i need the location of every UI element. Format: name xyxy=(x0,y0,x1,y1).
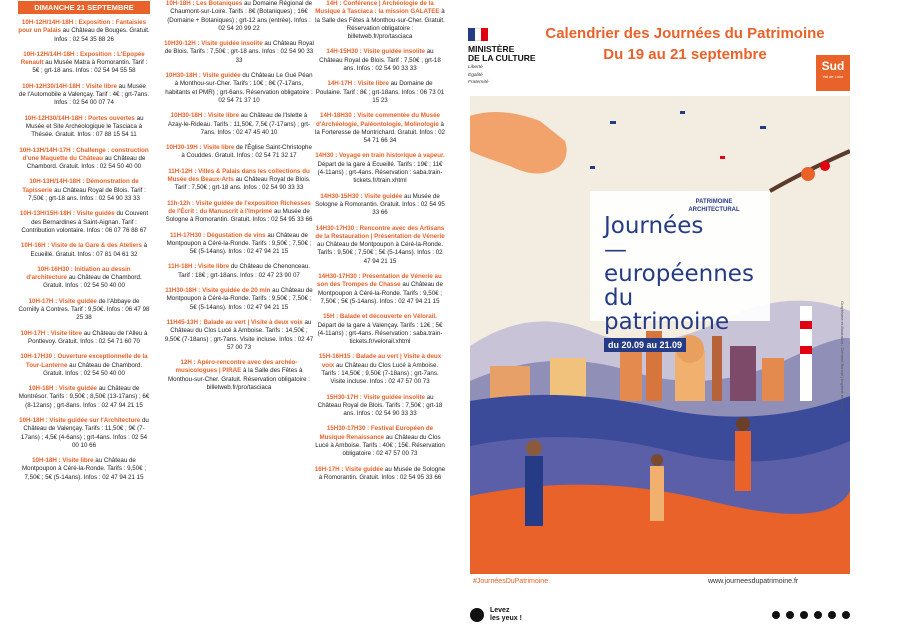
event-entry xyxy=(18,210,150,235)
event-entry xyxy=(164,287,314,312)
event-heading: 15H30-17H : Visite guidée insolite xyxy=(326,393,425,401)
event-heading: 15H-16H15 : Balade au vert | Visite à deux voix xyxy=(318,353,442,369)
event-heading: 14H-15H30 : Visite guidée insolite xyxy=(326,48,425,56)
event-heading: 14H : Conférence | Archéologie de la Musique à Tasciaca : la mission GALATEE xyxy=(315,0,440,16)
event-details: au Domaine de Poulaine. Tarif : 8€ ; grt-18ans. Infos : 06 73 01 15 23 xyxy=(315,80,445,104)
poster-credit: Graphisme et illustration : Clément Bonnal | Imprimé en France xyxy=(840,301,845,413)
event-details: au Château de Montpoupon à Céré-la-Ronde. Tarifs : 9,50€ ; 7,50€ ; 5€ (5-14ans). Infos : 02 47 94 21 15 xyxy=(317,241,443,265)
partner-logo-icon xyxy=(786,611,794,619)
event-entry xyxy=(314,80,446,105)
website-link[interactable]: www.journeesdupatrimoine.fr xyxy=(708,578,799,585)
event-details: au Château de Chambord. Gratuit. Infos : 02 54 50 40 00 xyxy=(43,274,142,290)
event-entry xyxy=(314,48,446,73)
event-entry xyxy=(314,425,446,458)
poster-badge-1: PATRIMOINE xyxy=(695,199,733,205)
event-heading: 10H30-19H : Visite libre xyxy=(166,144,235,152)
eye-logo-icon xyxy=(470,608,484,622)
event-details: à la Forteresse de Montrichard. Gratuit. Infos : 02 54 71 66 34 xyxy=(315,120,445,145)
event-details: du Couvent des Bernardines à Saint-Aignan. Tarif : Contribution volontaire. Infos : 06 07 76 88 67 xyxy=(21,210,149,234)
poster-line-2: — européennes xyxy=(604,237,754,287)
event-entry xyxy=(314,273,446,306)
region-name: Sud xyxy=(821,59,845,73)
event-entry xyxy=(164,72,314,105)
event-details: au Château du Clos Lucé à Amboise. Tarifs : 40€ ; 15€. Réservation obligatoire : 02 47 57 00 73 xyxy=(315,433,445,458)
footer-slogan-1: Levez xyxy=(490,607,510,614)
event-details: du Château de Valençay. Tarifs : 11,50€ ; 9€ (7-17ans) ; 4,5€ (4-6ans) ; grt-4ans. Infos : 02 54 00 10 66 xyxy=(20,416,149,449)
event-heading: 10H-12H30/14H-18H : Portes ouvertes xyxy=(24,114,135,122)
event-heading: 10H-17H30 : Ouverture exceptionnelle de la Tour-Lanterne xyxy=(20,353,148,369)
footer-slogan-2: les yeux ! xyxy=(490,615,522,622)
event-details: au Château Royal de Blois. Tarifs : 7,50€ ; grt-18 ans. Infos : 02 54 90 33 33 xyxy=(164,40,314,64)
event-entry xyxy=(164,168,314,193)
event-details: à la Salle des Fêtes à Monthou-sur-Cher. Gratuit. Réservation obligatoire : billetweb.fr/pro/tasciaca xyxy=(315,8,445,41)
event-details: au Musée de l'Automobile à Valençay. Tarif : 4€ ; grt-7ans. Infos : 02 54 00 07 74 xyxy=(18,82,150,107)
partner-logo-icon xyxy=(800,611,808,619)
event-details: au Château de Chambord. Gratuit. Infos : 02 54 50 40 00 xyxy=(43,361,143,377)
partner-footer xyxy=(470,604,850,626)
poster-dates: du 20.09 au 21.09 xyxy=(604,338,686,352)
event-details: au Château du Clos Lucé à Amboise. Tarifs : 14,50€ ; 9,50€ (7-18ans) ; grt-7ans. Visite incluse. Infos : 02 47 57 00 73 xyxy=(164,318,314,351)
event-heading: 15H : Balade et découverte en Vélorail. xyxy=(323,313,437,321)
event-details: au Château de Montpoupon à Céré-la-Ronde. Tarifs : 9,50€ ; 7,50€ ; 5€ (5-14ans). Infos : 02 47 94 21 15 xyxy=(166,287,313,311)
event-details: au Château de Montpoupon à Céré-la-Ronde. Tarifs : 9,50€ ; 7,50€ ; 5€ (5-14ans). Infos : 02 47 94 21 15 xyxy=(317,281,443,305)
event-heading: 10H-18H : Visite guidée sur l'Architecture xyxy=(19,416,141,424)
event-entry xyxy=(18,19,150,44)
event-entry xyxy=(164,232,314,257)
event-details: au Château de l'Alleu à Pontlevoy. Gratuit. Infos : 02 54 71 60 70 xyxy=(27,329,148,345)
event-details: au Musée de Sologne à Romorantin. Gratuit. Infos : 02 54 95 33 66 xyxy=(318,465,446,481)
event-heading: 11H-12H : Villes & Palais dans les collections du Musée des Beaux-Arts xyxy=(167,167,310,184)
poster-illustration xyxy=(470,96,850,574)
event-entry xyxy=(18,83,150,108)
event-details: à la Salle des Fêtes à Monthou-sur-Cher. Gratuit. Réservation obligatoire : billetweb.fr/pro/tasciaca xyxy=(167,367,311,391)
event-heading: 10H-18H : Visite libre xyxy=(32,457,94,465)
event-heading: 11H30-18H : Visite guidée de 20 min xyxy=(165,287,271,295)
poster-line-3: du patrimoine xyxy=(604,285,730,335)
event-heading: 15H30-17H30 : Festival Européen de Musique Renaissance xyxy=(319,425,434,441)
event-entry xyxy=(314,152,446,185)
calendar-title-line2: Du 19 au 21 septembre xyxy=(603,46,767,63)
event-details: au Château du Clos Lucé à Amboise. Tarifs : 14,50€ ; 9,50€ (7-18ans) ; grt-7ans. Visite incluse. Infos : 02 47 57 00 73 xyxy=(321,361,439,386)
event-heading: 10H-12H/14H-18H : Exposition : L'Epopée Renault xyxy=(20,50,145,67)
region-logo xyxy=(816,55,850,91)
event-details: au Château de Montpoupon à Céré-la-Ronde. Tarifs : 9,50€ ; 7,50€ ; 5€ (5-14ans). Infos : 02 47 94 21 15 xyxy=(21,457,147,481)
event-entry xyxy=(164,144,314,161)
event-entry xyxy=(314,193,446,218)
event-details: Départ de la gare à Valençay. Tarifs : 12€ ; 5€ (4-11ans) ; grt-4ans. Réservation : saba.train-tickets.fr/velorail.xhtml xyxy=(317,321,443,346)
event-heading: 14H30-17H30 : Rencontre avec des Artisans de la Restauration | Présentation de Vénerie xyxy=(315,224,445,240)
motto-2: Égalité xyxy=(468,72,483,78)
event-details: au Château Royal de Blois. Tarif : 7,50€ ; grt-18 ans. Infos : 02 54 90 33 33 xyxy=(28,186,146,203)
calendar-title-line1: Calendrier des Journées du Patrimoine xyxy=(545,25,825,42)
event-entry xyxy=(18,417,150,450)
event-details: du Château Le Gué Péan à Monthou-sur-Cher. Tarifs : 10€ ; 8€ (7-17ans, habitants et PMR) ; grt-6ans. Réservation obligatoire : 02 54 71 37 10 xyxy=(165,72,313,104)
event-entry xyxy=(18,178,150,203)
event-heading: 11H45-13H : Balade au vert | Visite à deux voix xyxy=(166,318,303,326)
event-heading: 10H30-18H : Visite libre xyxy=(170,112,240,120)
event-heading: 10H-17H : Visite guidée xyxy=(28,297,97,305)
event-heading: 10H-16H30 : Initiation au dessin d'architecture xyxy=(26,265,131,282)
event-details: à Ecueillé. Gratuit. Infos : 07 81 04 61 32 xyxy=(30,242,148,258)
event-heading: 10H-12H/14H-18H : Exposition : Fantaisies pour un Palais xyxy=(18,19,147,35)
event-entry xyxy=(18,242,150,259)
poster-text xyxy=(604,198,764,353)
event-details: au Château de l'Islette à Azay-le-Rideau. Tarifs : 11,50€, 7,5€ (7-17ans) ; grt-7ans. Infos : 02 47 45 40 10 xyxy=(167,112,311,136)
ministry-name-1: MINISTÈRE xyxy=(468,44,515,54)
event-heading: 11H-17H30 : Dégustation de vins xyxy=(170,231,266,239)
event-entry xyxy=(18,298,150,323)
event-heading: 14H30-15H30 : Visite guidée xyxy=(320,192,403,200)
event-heading: 10H30-18H : Visite guidée xyxy=(165,72,241,80)
event-details: au Château Royal de Blois. Tarifs : 7,50€ ; grt-18 ans. Infos : 02 54 90 33 33 xyxy=(317,393,443,418)
event-heading: 10H30-12H : Visite guidée insolite xyxy=(164,40,263,48)
event-details: Départ de la gare à Ecueillé. Tarifs : 19€ ; 11€ (4-11ans) ; grt-4ans. Réservation : saba.train-tickets.fr/train.xhtml xyxy=(317,160,443,185)
event-details: au Château de Montrésor. Tarifs : 9,50€ ; 8,50€ (13-17ans) ; 6€ (8-12ans) ; grt-8ans. Infos : 02 47 94 21 15 xyxy=(18,385,150,409)
event-list-2 xyxy=(164,0,314,392)
event-list-1 xyxy=(18,19,150,482)
hashtag: #JournéesDuPatrimoine xyxy=(473,578,549,585)
event-details: au Musée Matra à Romorantin. Tarif : 5€ ; grt-18 ans. Infos : 02 54 94 55 58 xyxy=(32,59,148,75)
event-details: de l'Abbaye de Cornilly à Contres. Tarif : 9,50€. Infos : 06 47 98 25 38 xyxy=(18,297,150,322)
partner-logo-icon xyxy=(828,611,836,619)
day-header: DIMANCHE 21 SEPTEMBRE xyxy=(18,1,150,14)
event-entry xyxy=(164,200,314,225)
event-heading: 10H-13H/14H-18H : Démonstration de Tapisserie xyxy=(22,178,139,194)
event-heading: 10H-18H : Visite guidée xyxy=(28,385,97,393)
event-heading: 10H-13H/14H-17H : Challenge : construction d'une Maquette du Château xyxy=(19,146,149,162)
ministry-name-2: DE LA CULTURE xyxy=(468,53,536,63)
event-heading: 12H : Apéro-rencontre avec des archéo-musicologues | PIRAE xyxy=(175,359,298,375)
poster-line-1: Journées xyxy=(604,213,704,239)
partner-logo-icon xyxy=(842,611,850,619)
event-heading: 10H-12H30/14H-18H : Visite libre xyxy=(22,82,117,90)
event-heading: 10H-18H : Les Botaniques xyxy=(165,0,243,7)
event-entry xyxy=(18,330,150,347)
event-entry xyxy=(18,385,150,410)
event-entry xyxy=(18,457,150,482)
event-details: de l'Église Saint-Christophe à Couddes. Gratuit. Infos : 02 54 71 32 17 xyxy=(181,144,312,160)
event-heading: 11H-18H : Visite libre xyxy=(168,263,230,271)
event-details: au Château de Bouges. Gratuit. Infos : 02 54 35 88 26 xyxy=(54,27,150,43)
event-entry xyxy=(164,40,314,65)
event-entry xyxy=(18,51,150,76)
event-heading: 14H30 : Voyage en train historique à vapeur. xyxy=(315,152,445,160)
event-entry xyxy=(164,0,314,33)
partner-logo-icon xyxy=(772,611,780,619)
event-entry xyxy=(314,313,446,346)
event-entry xyxy=(314,466,446,483)
motto-1: Liberté xyxy=(468,65,483,70)
event-details: au Musée de Sologne à Romorantin. Gratuit. Infos : 02 54 95 33 66 xyxy=(315,192,445,217)
event-details: au Musée de Sologne à Romorantin. Gratuit. Infos : 02 54 95 33 66 xyxy=(165,207,313,224)
event-details: au Château de Chambord. Gratuit. Infos : 02 54 50 40 00 xyxy=(26,154,146,171)
event-heading: 14H-18H30 : Visite commentée du Musée d'Archéologie, Paléontologie, Molinologie xyxy=(315,112,440,128)
event-entry xyxy=(164,112,314,137)
event-entry xyxy=(164,319,314,352)
footer-slogan xyxy=(490,607,522,623)
calendar-title xyxy=(545,23,825,65)
event-entry xyxy=(18,266,150,291)
event-entry xyxy=(314,353,446,386)
event-details: au Domaine Régional de Chaumont-sur-Loire. Tarifs : 8€ (Botaniques) ; 16€ (Domaine + Botaniques) ; grt-12 ans (entrée). Infos : 02 54 20 99 22 xyxy=(167,0,313,32)
event-entry xyxy=(18,115,150,140)
event-list-3 xyxy=(314,0,446,482)
event-entry xyxy=(314,112,446,145)
event-details: au Château Royal de Blois. Tarif : 7,50€ ; grt-18 ans. Infos : 02 54 90 33 33 xyxy=(319,48,441,73)
event-details: du Château de Chenonceau. Tarif : 18€ ; grt-18ans. Infos : 02 47 23 90 07 xyxy=(178,263,310,279)
event-entry xyxy=(314,0,446,41)
french-flag-icon xyxy=(468,28,488,41)
event-heading: 10H-17H : Visite libre xyxy=(20,329,82,337)
event-entry xyxy=(314,225,446,266)
event-heading: 14H-17H : Visite libre xyxy=(327,80,389,88)
event-entry xyxy=(164,263,314,280)
poster-badge-2: ARCHITECTURAL xyxy=(688,207,740,213)
event-details: au Château de Montpoupon à Céré-la-Ronde. Tarifs : 9,50€ ; 7,50€ ; 5€ (5-14ans). Infos : 02 47 94 21 15 xyxy=(166,231,312,256)
event-entry xyxy=(18,147,150,172)
partner-logo-icon xyxy=(814,611,822,619)
event-details: au Château Royal de Blois. Tarif : 7,50€ ; grt-18 ans. Infos : 02 54 90 33 33 xyxy=(174,176,311,192)
event-entry xyxy=(164,359,314,392)
motto-3: Fraternité xyxy=(468,80,489,85)
event-entry xyxy=(18,353,150,378)
column-2 xyxy=(164,0,314,635)
event-heading: 14H30-17H30 : Présentation de Vénerie au son des Trompes de Chasse xyxy=(317,273,442,289)
event-heading: 10H-13H/15H-18H : Visite guidée xyxy=(19,210,115,218)
event-heading: 16H-17H : Visite guidée xyxy=(314,465,384,473)
event-heading: 11h-12h : Visite guidée de l'exposition Richesses de l'Écrit : du Manuscrit à l'Imprimé xyxy=(167,199,311,215)
column-3 xyxy=(314,0,446,635)
event-entry xyxy=(314,394,446,419)
event-details: au Musée et Site Archéologique le Tasciaca à Thésée. Gratuit. Infos : 07 88 15 54 11 xyxy=(25,114,144,139)
partner-logos xyxy=(528,611,850,619)
column-1 xyxy=(18,0,150,635)
event-heading: 10H-16H : Visite de la Gare & des Ateliers xyxy=(20,242,142,250)
region-sub: Val de Loire xyxy=(822,74,844,79)
